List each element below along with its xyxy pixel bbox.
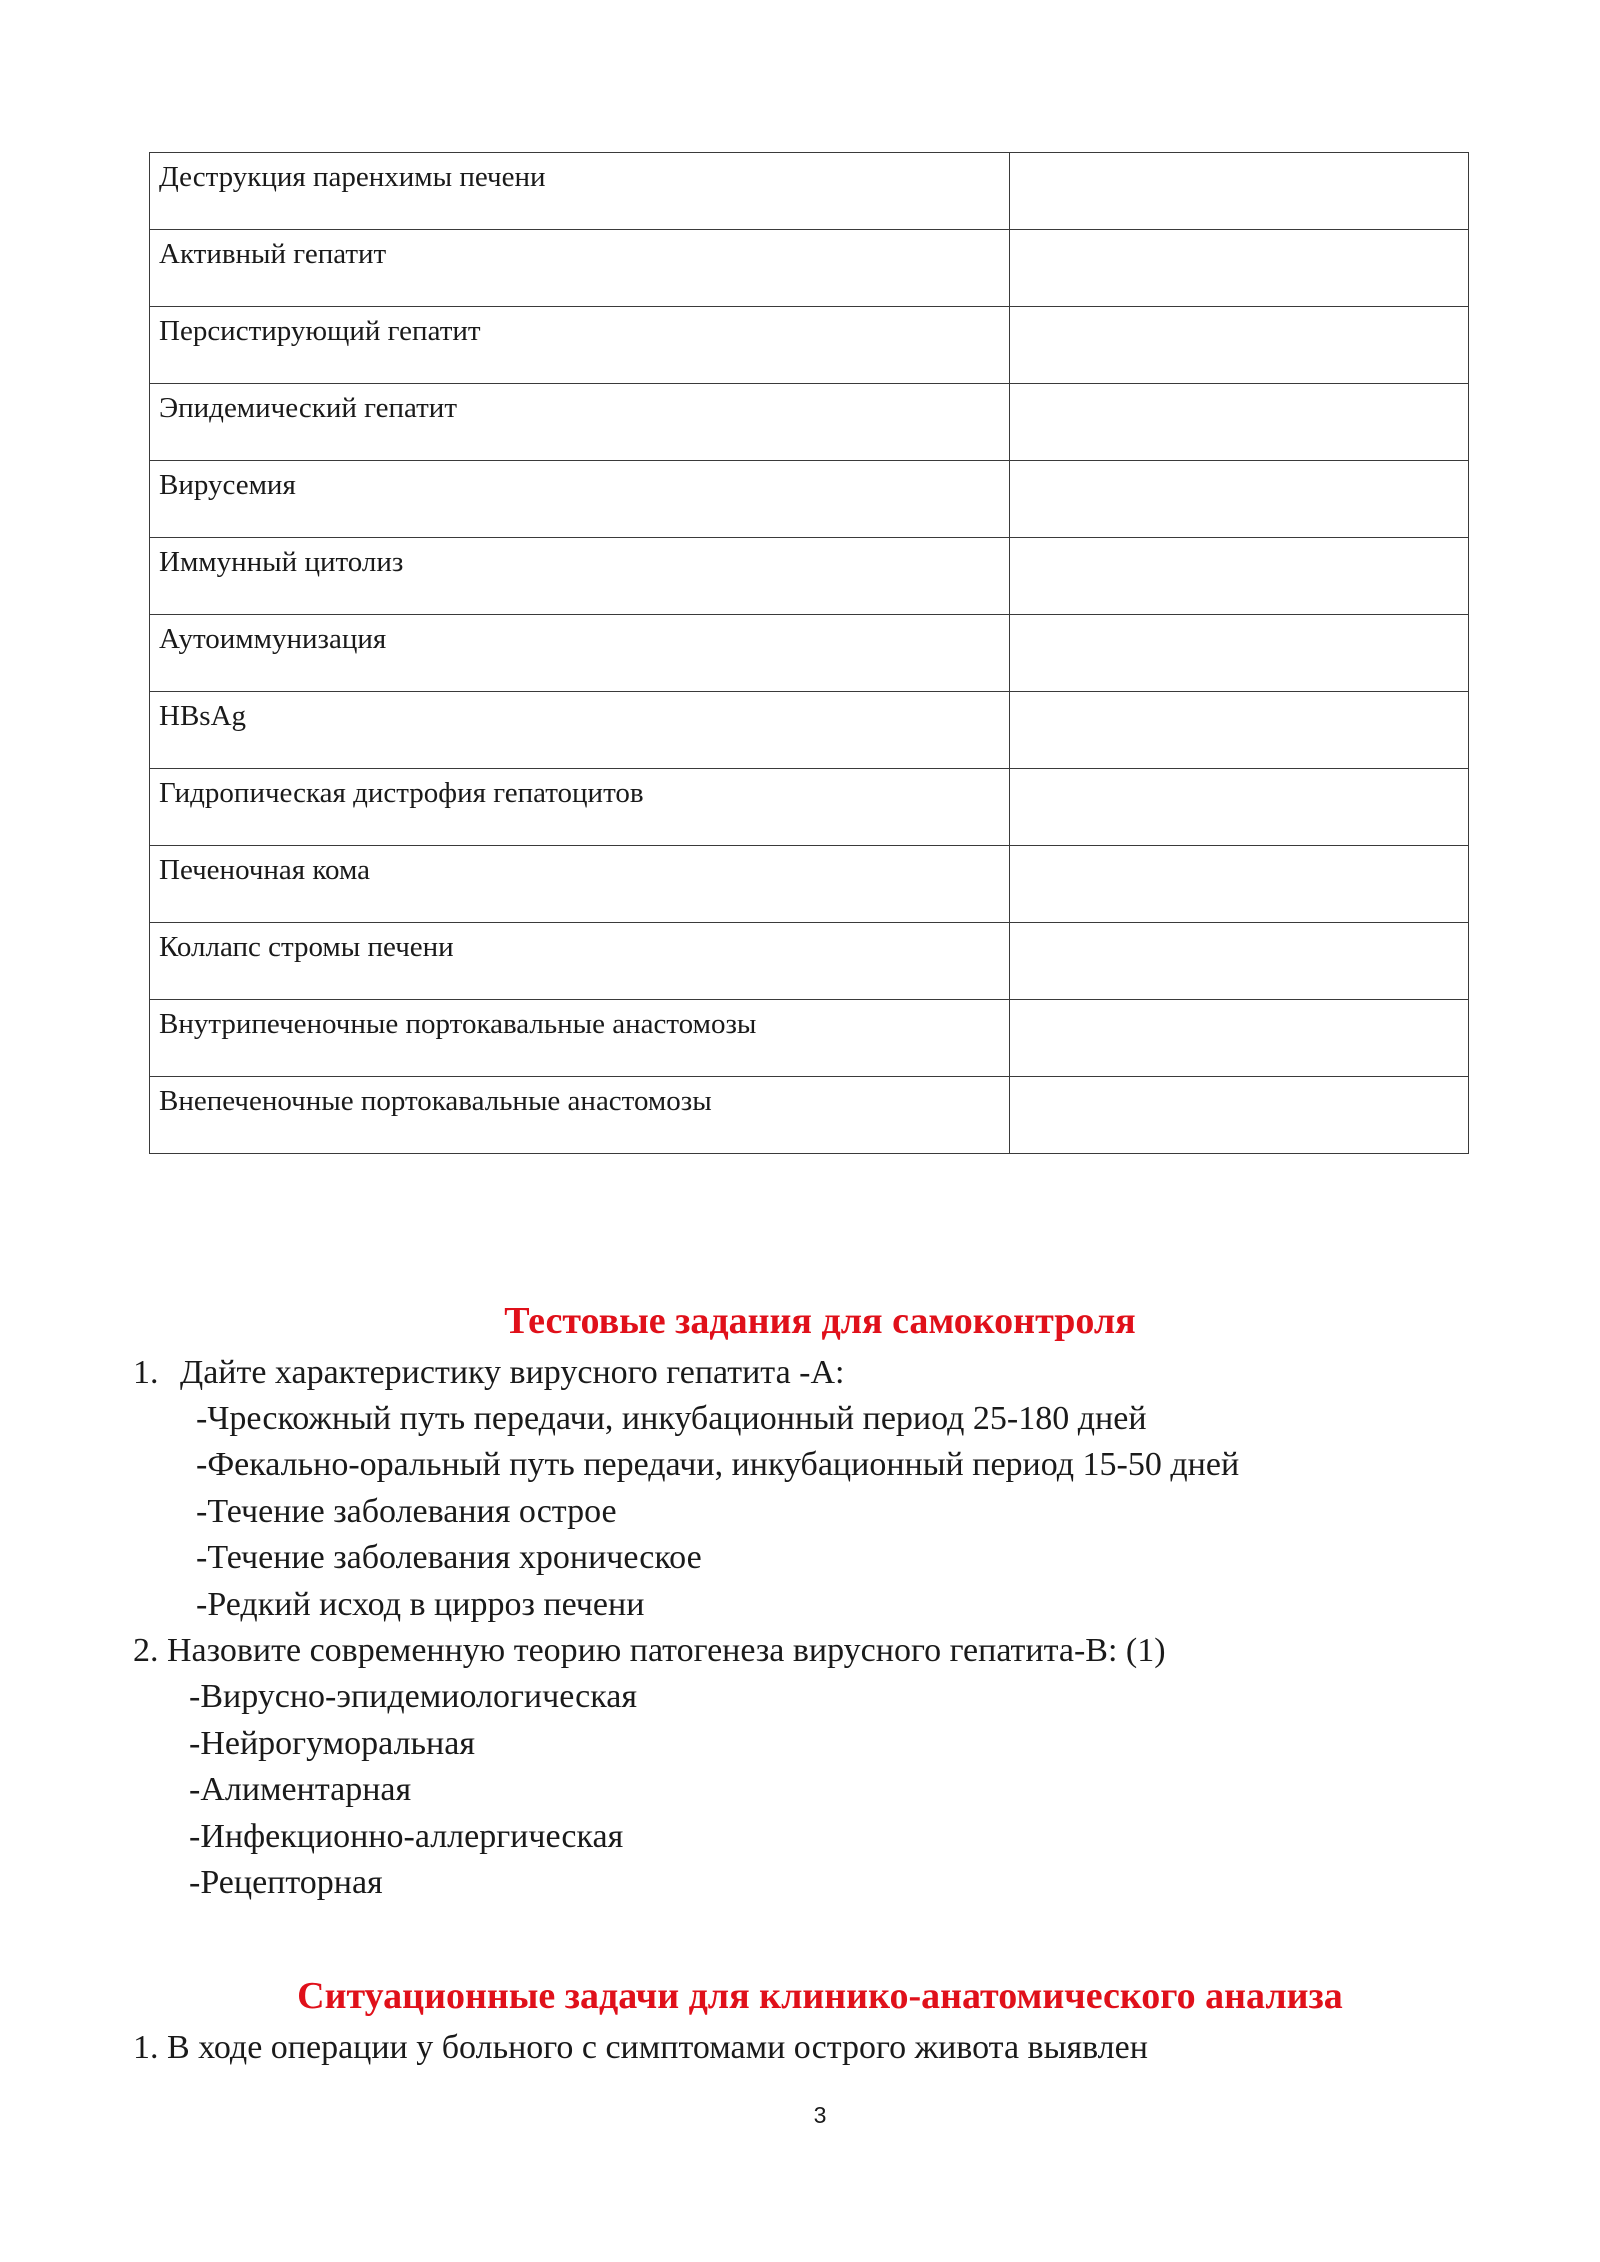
question-1-text: Дайте характеристику вирусного гепатита -А: [180, 1354, 845, 1391]
answer-cell [1010, 615, 1469, 692]
term-cell: Внепеченочные портокавальные анастомозы [150, 1077, 1010, 1154]
question-2-text: 2. Назовите современную теорию патогенеза вирусного гепатита-В: (1) [133, 1632, 1166, 1669]
table-row [150, 615, 1469, 692]
question-1-option: -Чрескожный путь передачи, инкубационный период 25-180 дней [196, 1400, 1147, 1437]
answer-cell [1010, 153, 1469, 230]
page-number: 3 [813, 2102, 827, 2128]
question-1-option: -Течение заболевания хроническое [196, 1539, 702, 1576]
answer-cell [1010, 230, 1469, 307]
table-row [150, 692, 1469, 769]
term-cell: Гидропическая дистрофия гепатоцитов [150, 769, 1010, 846]
table-row [150, 846, 1469, 923]
table-row [150, 923, 1469, 1000]
answer-cell [1010, 923, 1469, 1000]
tests-section-title: Тестовые задания для самоконтроля [504, 1300, 1136, 1342]
answer-cell [1010, 384, 1469, 461]
table-row [150, 769, 1469, 846]
answer-cell [1010, 538, 1469, 615]
term-cell: Персистирующий гепатит [150, 307, 1010, 384]
question-2-option: -Инфекционно-аллергическая [189, 1818, 624, 1855]
answer-cell [1010, 692, 1469, 769]
term-cell: Печеночная кома [150, 846, 1010, 923]
table-row [150, 230, 1469, 307]
table-row [150, 1077, 1469, 1154]
question-1-number: 1. [133, 1354, 159, 1391]
term-cell: Вирусемия [150, 461, 1010, 538]
answer-cell [1010, 461, 1469, 538]
question-1-option: -Фекально-оральный путь передачи, инкубационный период 15-50 дней [196, 1446, 1240, 1483]
question-1-option: -Течение заболевания острое [196, 1493, 617, 1530]
term-cell: Иммунный цитолиз [150, 538, 1010, 615]
situational-section-title: Ситуационные задачи для клинико-анатомического анализа [297, 1975, 1343, 2017]
question-2-option: -Рецепторная [189, 1864, 383, 1901]
question-2-option: -Вирусно-эпидемиологическая [189, 1678, 637, 1715]
question-2-option: -Алиментарная [189, 1771, 412, 1808]
situational-task-1: 1. В ходе операции у больного с симптомами острого живота выявлен [133, 2029, 1148, 2066]
table-row [150, 461, 1469, 538]
table-row [150, 384, 1469, 461]
question-1-option: -Редкий исход в цирроз печени [196, 1586, 645, 1623]
answer-cell [1010, 1000, 1469, 1077]
answer-cell [1010, 1077, 1469, 1154]
term-cell: Коллапс стромы печени [150, 923, 1010, 1000]
term-cell: Внутрипеченочные портокавальные анастомозы [150, 1000, 1010, 1077]
term-cell: Активный гепатит [150, 230, 1010, 307]
table-row [150, 538, 1469, 615]
terms-table [149, 152, 1469, 1154]
term-cell: Эпидемический гепатит [150, 384, 1010, 461]
table-row [150, 307, 1469, 384]
term-cell: HBsAg [150, 692, 1010, 769]
term-cell: Деструкция паренхимы печени [150, 153, 1010, 230]
answer-cell [1010, 846, 1469, 923]
question-2-option: -Нейрогуморальная [189, 1725, 475, 1762]
answer-cell [1010, 307, 1469, 384]
table-row [150, 1000, 1469, 1077]
answer-cell [1010, 769, 1469, 846]
table-row [150, 153, 1469, 230]
term-cell: Аутоиммунизация [150, 615, 1010, 692]
